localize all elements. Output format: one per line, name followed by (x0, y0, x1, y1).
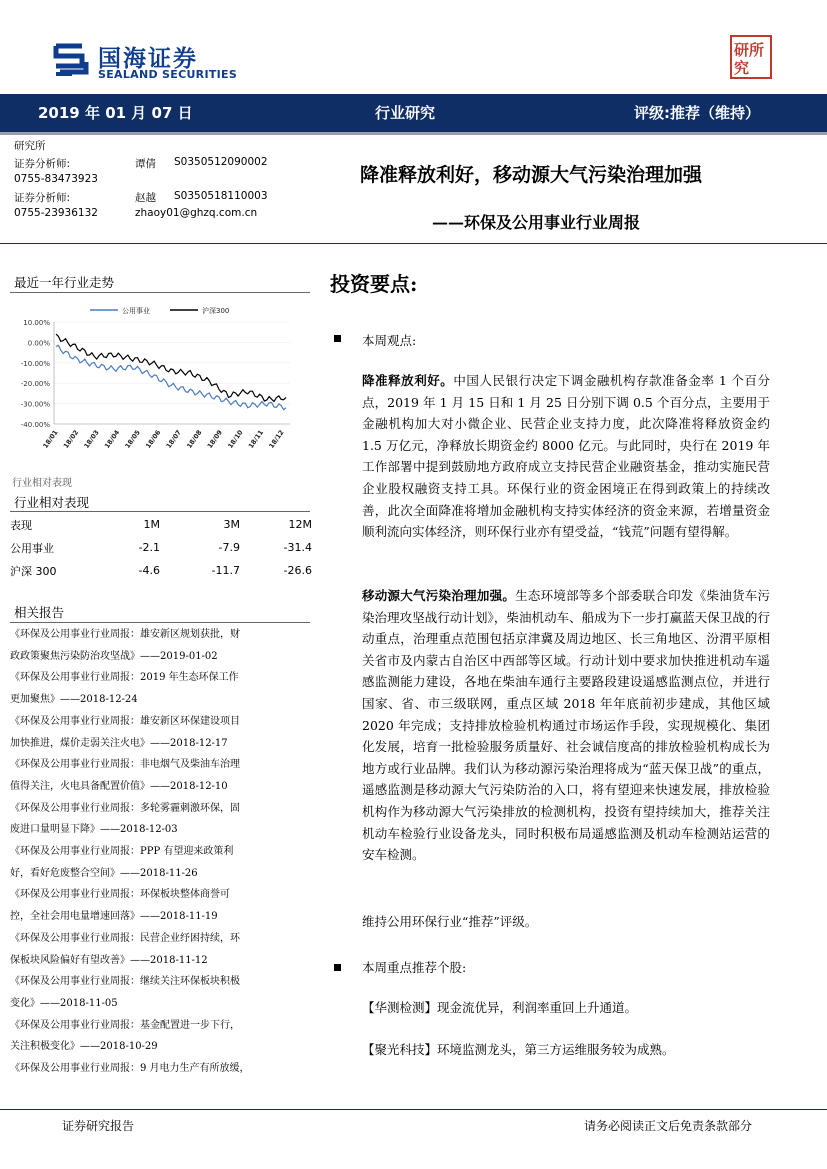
x-tick-label: 18/06 (144, 428, 163, 450)
analyst2-id: S0350518110003 (174, 190, 268, 202)
report-line[interactable]: 《环保及公用事业行业周报：继续关注环保板块积极 (10, 976, 240, 988)
stock-pick-2: 【聚光科技】环境监测龙头，第三方运维服务较为成熟。 (362, 1042, 675, 1057)
paragraph-lead: 降准释放利好。 (362, 373, 454, 388)
performance-heading: 行业相对表现 (14, 495, 90, 510)
report-line[interactable]: 关注积极变化》——2018-10-29 (10, 1041, 158, 1053)
y-tick-label: -40.00% (20, 421, 50, 429)
reports-heading: 相关报告 (14, 605, 65, 620)
paragraph-body: 中国人民银行决定下调金融机构存款准备金率 1 个百分点，2019 年 1 月 15 日和 1 月 25 日分别下调 0.5 个百分点，主要用于金融机构加大对小微企业、民营企业支持力度，此次降准将释放资金约 1.5 万亿元，净释放长期资金约 8000 亿元。与此同时，央行在 2019 年工作部署中提到鼓励地方政府成立支持民营企业融资基金，推动实施民营企业股权融资支持工具。环保行业的资金困境正在得到政策上的持续改善，此次全面降准将增加金融机构支持实体经济的资金来源，若增量资金顺利流向实体经济，则环保行业亦有望受益，“钱荒”问题有望得解。 (362, 373, 770, 540)
paragraph-mobile-source (362, 585, 770, 866)
reports-list (10, 624, 315, 1080)
reports-rule (10, 622, 310, 623)
y-tick-label: -30.00% (20, 400, 50, 409)
table-row (10, 513, 312, 536)
report-line[interactable]: 更加聚焦》——2018-12-24 (10, 694, 138, 706)
research-seal-icon (730, 35, 772, 79)
report-line[interactable]: 《环保及公用事业行业周报：9 月电力生产有所放缓， (10, 1063, 250, 1075)
cell: -2.1 (138, 541, 160, 554)
trend-chart (10, 298, 310, 468)
x-tick-label: 18/11 (246, 428, 266, 450)
col-header: 3M (223, 518, 240, 531)
cell: -11.7 (211, 564, 240, 577)
trend-rule (10, 292, 310, 293)
legend-label: 沪深300 (202, 307, 230, 315)
cell: -26.6 (283, 564, 312, 577)
paragraph-rrr-cut (362, 370, 770, 543)
x-tick-label: 18/01 (41, 428, 60, 450)
footer-right: 请务必阅读正文后免责条款部分 (584, 1119, 753, 1133)
x-tick-label: 18/05 (123, 428, 142, 450)
analyst2-phone: 0755-23936132 (14, 207, 98, 219)
analyst1-label: 证券分析师: (14, 158, 71, 170)
analyst1-phone: 0755-83473923 (14, 173, 98, 185)
x-tick-label: 18/03 (82, 428, 101, 450)
trend-heading: 最近一年行业走势 (14, 275, 115, 290)
y-tick-label: -20.00% (20, 380, 50, 389)
row-label: 公用事业 (10, 541, 54, 555)
report-line[interactable]: 《环保及公用事业行业周报：非电烟气及柴油车治理 (10, 759, 240, 771)
report-rating: 评级:推荐（维持） (634, 104, 760, 122)
footer-rule (0, 1109, 827, 1110)
report-subtitle: ——环保及公用事业行业周报 (432, 213, 641, 232)
cell: -7.9 (218, 541, 240, 554)
cell: -4.6 (138, 564, 160, 577)
series-line (56, 334, 286, 401)
stock-pick-1: 【华测检测】现金流优异，利润率重回上升通道。 (362, 1000, 638, 1015)
series-line (56, 345, 286, 409)
col-header: 表现 (10, 518, 32, 532)
view-label: 本周观点: (362, 333, 417, 348)
x-tick-label: 18/10 (226, 428, 245, 450)
legend-label: 公用事业 (122, 307, 150, 315)
analyst2-name: 赵越 (135, 192, 156, 204)
report-line[interactable]: 值得关注，火电具备配置价值》——2018-12-10 (10, 780, 228, 792)
report-category: 行业研究 (375, 104, 436, 122)
report-line[interactable]: 《环保及公用事业行业周报：PPP 有望迎来政策利 (10, 846, 234, 858)
report-line[interactable]: 《环保及公用事业行业周报：雄安新区环保建设项目 (10, 715, 240, 727)
sealand-logo-icon (52, 40, 90, 80)
col-header: 12M (288, 518, 312, 531)
svg-text:研所: 研所 (734, 41, 765, 59)
report-line[interactable]: 《环保及公用事业行业周报：环保板块整体商誉可 (10, 889, 230, 901)
bullet-icon (334, 964, 341, 971)
report-line[interactable]: 《环保及公用事业行业周报：多轮雾霾刺激环保，固 (10, 802, 240, 814)
report-line[interactable]: 废进口量明显下降》——2018-12-03 (10, 824, 178, 836)
report-line[interactable]: 《环保及公用事业行业周报：雄安新区规划获批，财 (10, 629, 240, 640)
row-label: 沪深 300 (10, 564, 57, 578)
report-title: 降准释放利好，移动源大气污染治理加强 (360, 164, 703, 186)
truncated-caption: 行业相对表现 (12, 478, 72, 489)
table-row (10, 559, 312, 582)
report-line[interactable]: 变化》——2018-11-05 (10, 997, 118, 1009)
paragraph-body: 生态环境部等多个部委联合印发《柴油货车污染治理攻坚战行动计划》，柴油机动车、船成为下一步打赢蓝天保卫战的行动重点，治理重点范围包括京津冀及周边地区、长三角地区、汾渭平原相关省市及内蒙古自治区中西部等区域。行动计划中要求加快推进机动车遥感监测能力建设，各地在柴油车通行主要路段建设遥感监测点位，并进行国家、省、市三级联网，重点区域 2018 年年底前初步建成，其他区域 2020 年完成；支持排放检验机构通过市场运作手段，实现规模化、集团化发展，培育一批检验服务质量好、社会诚信度高的排放检验机构成长为地方或行业品牌。我们认为移动源污染治理将成为“蓝天保卫战”的重点，遥感监测是移动源大气污染防治的入口，将有望迎来快速发展，排放检验机构作为移动源大气污染排放的检测机构，投资有望持续加大，推荐关注机动车检验行业设备龙头，同时积极布局遥感监测及机动车检测站运营的安车检测。 (362, 588, 770, 863)
performance-rule (10, 511, 310, 512)
report-line[interactable]: 政政策聚焦污染防治攻坚战》——2019-01-02 (10, 650, 218, 662)
logo-chinese: 国海证券 (98, 46, 198, 72)
svg-text:究: 究 (734, 59, 750, 77)
report-line[interactable]: 保板块风险偏好有望改善》——2018-11-12 (10, 954, 208, 966)
x-tick-label: 18/09 (205, 428, 225, 450)
header-rule (0, 243, 827, 244)
performance-table (10, 513, 312, 582)
table-row (10, 536, 312, 559)
y-tick-label: 10.00% (23, 319, 50, 327)
report-line[interactable]: 控，全社会用电量增速回落》——2018-11-19 (10, 911, 218, 923)
dept-label: 研究所 (14, 140, 46, 152)
report-line[interactable]: 《环保及公用事业行业周报：2019 年生态环保工作 (10, 672, 239, 684)
logo-english: SEALAND SECURITIES (98, 68, 238, 81)
stocks-label: 本周重点推荐个股: (362, 960, 467, 975)
x-tick-label: 18/12 (267, 428, 286, 450)
x-tick-label: 18/08 (185, 428, 204, 450)
report-line[interactable]: 加快推进，煤价走弱关注火电》——2018-12-17 (10, 737, 228, 749)
report-line[interactable]: 好，看好危废整合空间》——2018-11-26 (10, 867, 198, 879)
cell: -31.4 (283, 541, 312, 554)
maintain-rating: 维持公用环保行业“推荐”评级。 (362, 914, 538, 929)
x-tick-label: 18/07 (164, 428, 183, 450)
bullet-icon (334, 335, 341, 342)
y-tick-label: 0.00% (27, 339, 50, 348)
x-tick-label: 18/04 (102, 428, 122, 450)
x-tick-label: 18/02 (61, 428, 81, 450)
analyst2-label: 证券分析师: (14, 192, 71, 204)
paragraph-lead: 移动源大气污染治理加强。 (362, 588, 516, 603)
analyst1-id: S0350512090002 (174, 156, 268, 168)
footer-left: 证券研究报告 (62, 1119, 135, 1133)
analyst2-email[interactable]: zhaoy01@ghzq.com.cn (135, 207, 258, 219)
y-tick-label: -10.00% (20, 359, 50, 368)
key-points-heading: 投资要点: (330, 272, 418, 296)
col-header: 1M (143, 518, 160, 531)
report-date: 2019 年 01 月 07 日 (38, 104, 193, 122)
report-line[interactable]: 《环保及公用事业行业周报：基金配置进一步下行， (10, 1019, 240, 1031)
analyst1-name: 谭倩 (135, 158, 156, 170)
report-line[interactable]: 《环保及公用事业行业周报：民营企业纾困持续，环 (10, 932, 240, 944)
